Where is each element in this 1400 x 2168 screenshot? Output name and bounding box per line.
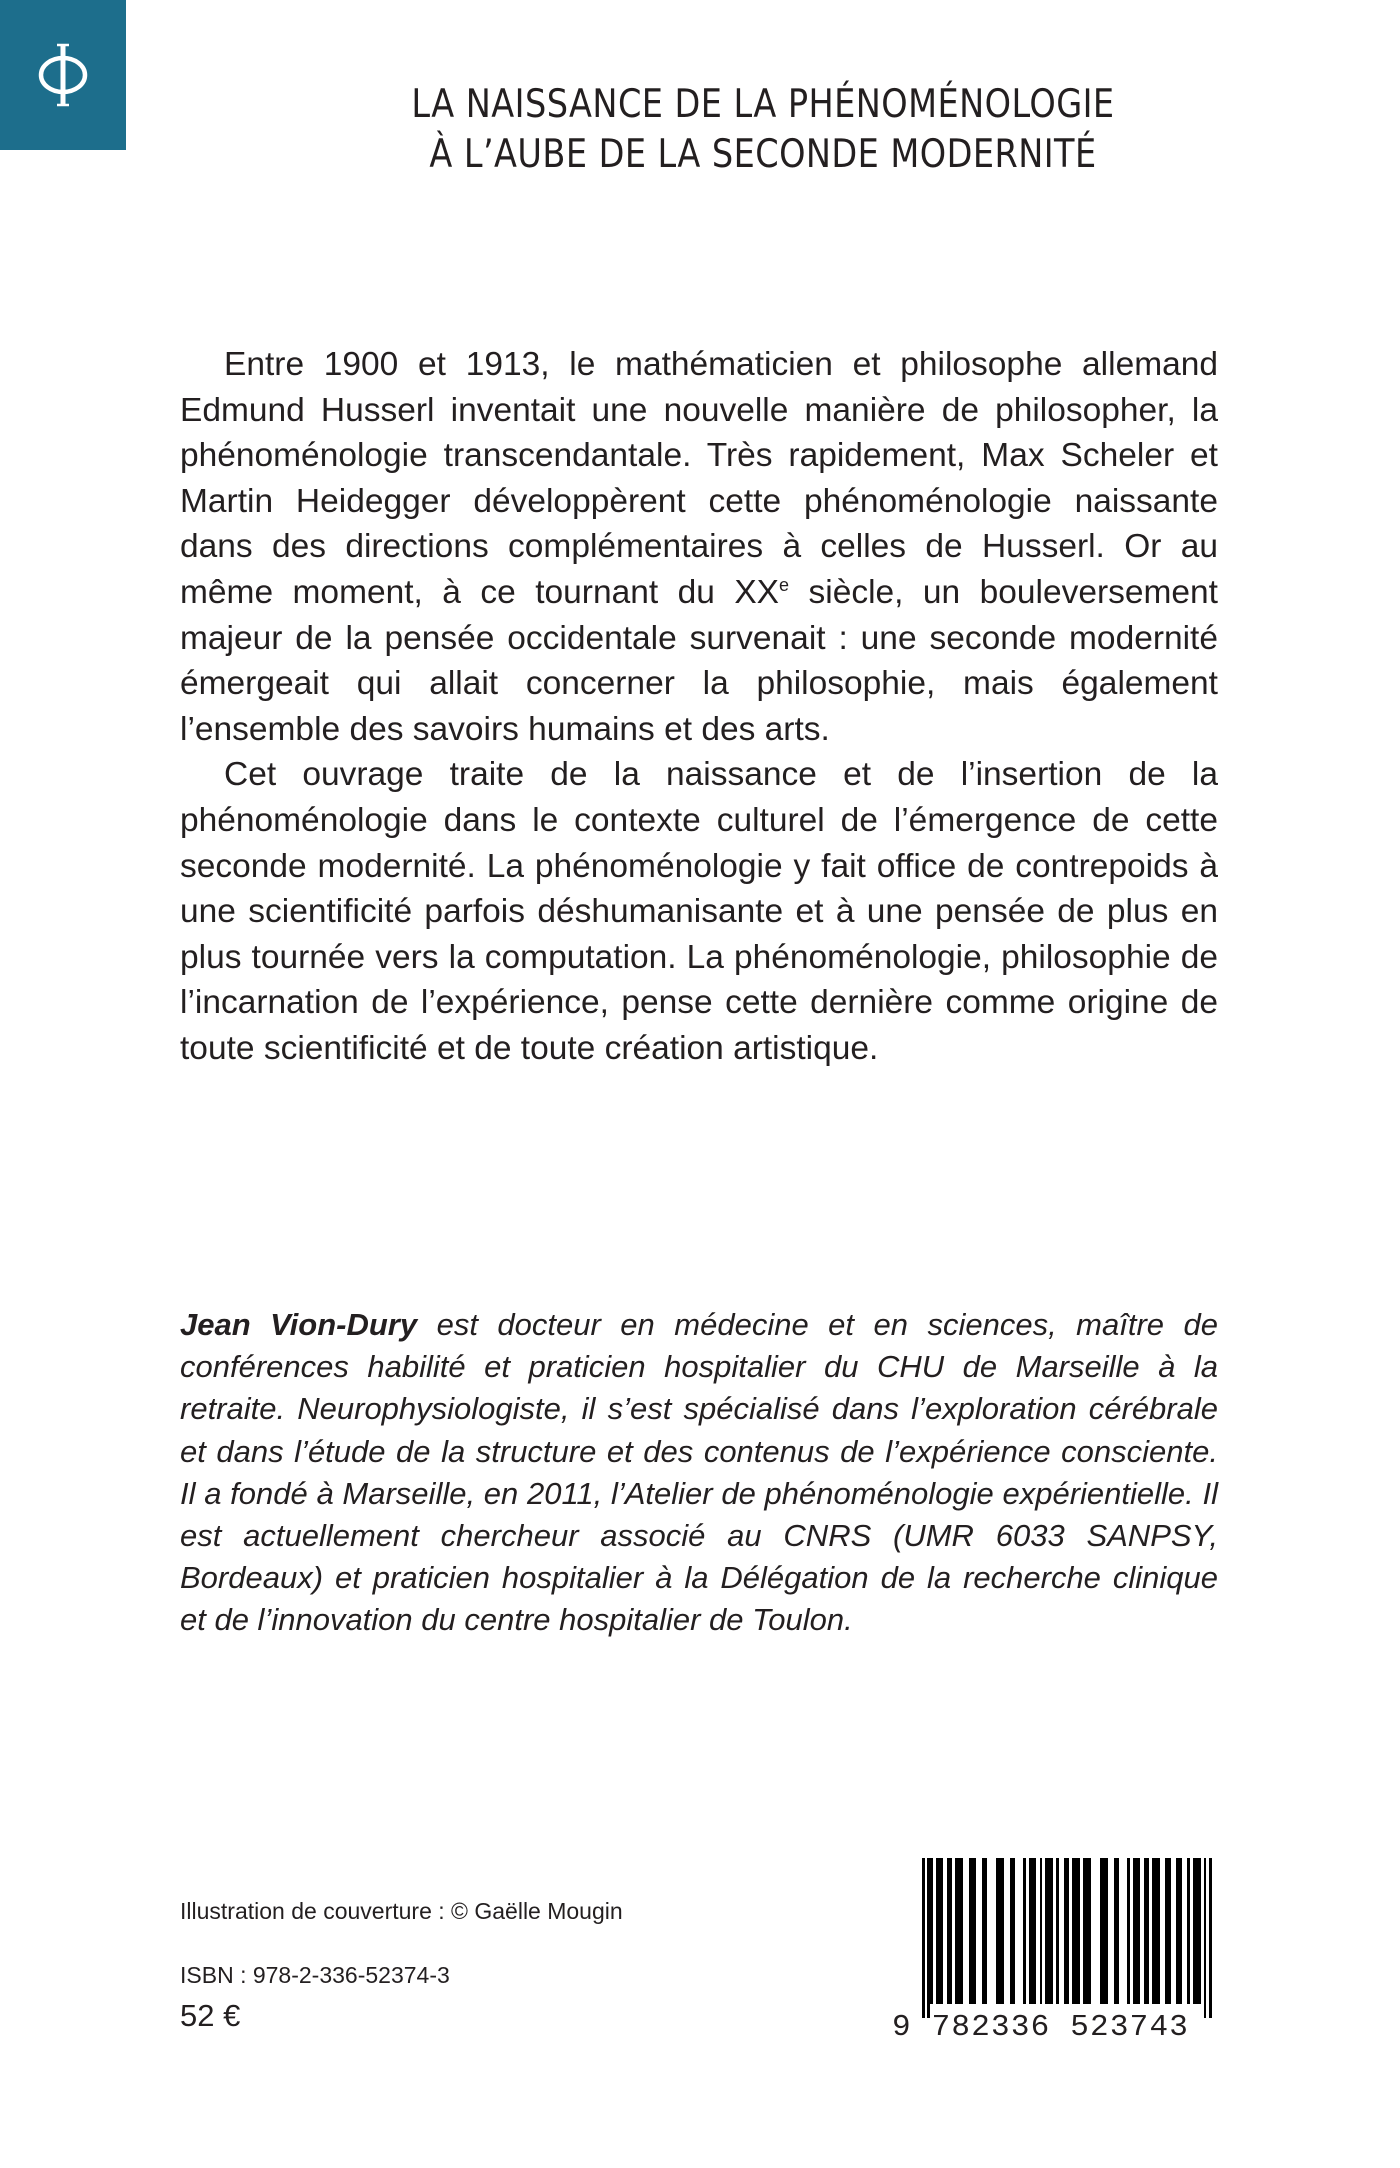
barcode-bar xyxy=(1010,1858,1015,2004)
barcode-bar xyxy=(1133,1858,1141,2004)
barcode-bar xyxy=(1187,1858,1190,2004)
barcode-bar xyxy=(969,1858,977,2004)
phi-symbol-icon xyxy=(33,35,93,115)
barcode-bar xyxy=(1127,1858,1130,2004)
summary-p1-text-a: Entre 1900 et 1913, le mathématicien et philosophe allemand Edmund Husserl inventait une nouvelle manière de philosopher, la phénoménologie transcendantale. Très rapidement, Max Scheler et Martin Heidegger développèrent cette phénoménologie naissante dans des directions complémentaires à celles de Husserl. Or au même moment, à ce tournant du XX xyxy=(180,346,1218,611)
barcode-bar xyxy=(947,1858,952,2004)
isbn: ISBN : 978-2-336-52374-3 xyxy=(180,1962,450,1988)
barcode-bar xyxy=(1064,1858,1069,2004)
barcode-bar xyxy=(1100,1858,1108,2004)
summary-paragraph-1 xyxy=(180,342,1218,752)
barcode-bar xyxy=(1114,1858,1119,2004)
barcode-bar xyxy=(1204,1858,1207,2018)
book-title xyxy=(215,80,1311,180)
barcode-bar xyxy=(955,1858,963,2004)
barcode-bar xyxy=(996,1858,1004,2004)
barcode-bar xyxy=(1056,1858,1059,2004)
barcode-bar xyxy=(1040,1858,1043,2004)
barcode-bar xyxy=(936,1858,944,2004)
barcode-bar xyxy=(922,1858,925,2018)
author-bio xyxy=(180,1304,1218,1642)
book-title-line-1: LA NAISSANCE DE LA PHÉNOMÉNOLOGIE xyxy=(411,82,1115,127)
barcode-bar xyxy=(1144,1858,1149,2004)
author-name: Jean Vion-Dury xyxy=(180,1307,418,1342)
barcode-bar xyxy=(1072,1858,1080,2004)
barcode-bar xyxy=(1045,1858,1053,2004)
barcode-bar xyxy=(1193,1858,1201,2004)
barcode-bar xyxy=(1165,1858,1170,2004)
illustration-credit: Illustration de couverture : © Gaëlle Mougin xyxy=(180,1898,623,1924)
publisher-logo xyxy=(0,0,126,150)
isbn-barcode xyxy=(892,1858,1222,2048)
summary-p1-text-b: siècle, un bouleversement majeur de la pensée occidentale survenait : une seconde modernité émergeait qui allait concerner la philosophie, mais également l’ensemble des savoirs humains et des arts. xyxy=(180,573,1218,748)
barcode-bars xyxy=(922,1858,1212,2018)
barcode-bar xyxy=(1209,1858,1212,2018)
price: 52 € xyxy=(180,1998,241,2033)
barcode-bar xyxy=(1152,1858,1160,2004)
barcode-bar xyxy=(1176,1858,1181,2004)
barcode-bar xyxy=(1029,1858,1037,2004)
barcode-digits: 9 782336 523743 xyxy=(892,2010,1190,2045)
barcode-bar xyxy=(1083,1858,1091,2004)
summary-paragraph-2: Cet ouvrage traite de la naissance et de l’insertion de la phénoménologie dans le contexte culturel de l’émergence de cette seconde modernité. La phénoménologie y fait office de contrepoids à une scientificité parfois déshumanisante et à une pensée de plus en plus tournée vers la computation. La phénoménologie, philosophie de l’incarnation de l’expérience, pense cette dernière comme origine de toute scientificité et de toute création artistique. xyxy=(180,756,1218,1067)
barcode-bar xyxy=(982,1858,987,2004)
book-title-line-2: À L’AUBE DE LA SECONDE MODERNITÉ xyxy=(429,132,1097,177)
barcode-bar xyxy=(1023,1858,1026,2004)
summary-p1-superscript: e xyxy=(779,574,790,595)
author-bio-text: est docteur en médecine et en sciences, maître de conférences habilité et praticien hospitalier du CHU de Marseille à la retraite. Neurophysiologiste, il s’est spécialisé dans l’exploration cérébrale et dans l’étude de la structure et des contenus de l’expérience consciente. Il a fondé à Marseille, en 2011, l’Atelier de phénoménologie expérientielle. Il est actuellement chercheur associé au CNRS (UMR 6033 SANPSY, Bordeaux) et praticien hospitalier à la Délégation de la recherche clinique et de l’innovation du centre hospitalier de Toulon. xyxy=(180,1307,1218,1638)
book-summary xyxy=(180,342,1218,1072)
barcode-bar xyxy=(930,1858,933,2004)
